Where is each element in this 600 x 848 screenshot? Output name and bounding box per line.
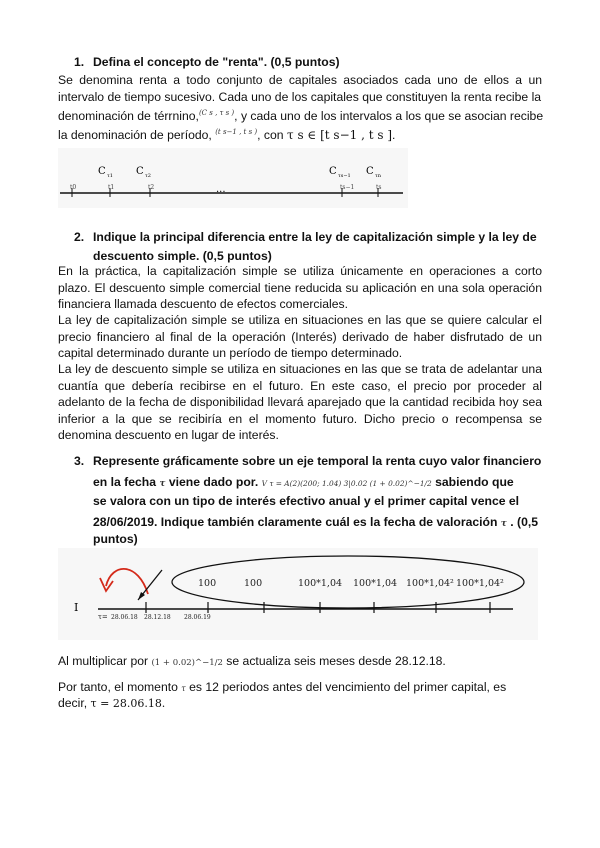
q1-line2-text: denominación de térrnino, <box>58 109 199 124</box>
q3-answer1-a: Al multiplicar por <box>58 654 149 668</box>
q1-tick-ts: ts <box>376 184 382 191</box>
q1-ellipsis: ... <box>216 184 226 195</box>
q3-answer-line1 <box>58 654 446 668</box>
q1-capital-s1: C <box>329 166 337 177</box>
q3-date-2: 28.12.18 <box>144 614 171 621</box>
q1-capital-s1-sub: τs−1 <box>338 173 351 179</box>
q1-tick-t1: t1 <box>108 184 115 191</box>
q1-number: 1. <box>74 55 85 69</box>
q3-title-line2-a: en la fecha <box>93 475 156 489</box>
q3-title-line2 <box>93 473 543 494</box>
q1-line2-text-b: , y cada uno de los intervalos a los que se asocian recibe <box>234 109 544 124</box>
q3-title-line1: Represente gráficamente sobre un eje temporal la renta cuyo valor financiero <box>93 454 542 468</box>
q2-title-line2: descuento simple. (0,5 puntos) <box>93 249 272 263</box>
q3-title-line5: puntos) <box>93 532 138 546</box>
q1-line3-text: la denominación de período, <box>58 128 212 143</box>
q3-amount-6: 100*1,04² <box>456 578 504 589</box>
q1-term-math: (C s , τ s ) <box>198 109 235 117</box>
q3-timeline-diagram <box>58 548 538 640</box>
q3-answer2-a: Por tanto, el momento <box>58 680 178 694</box>
q1-capital-1-sub: τ1 <box>107 173 113 179</box>
q3-title-line4-b: . (0,5 <box>510 515 539 529</box>
q3-tau-symbol: τ <box>159 479 166 489</box>
q1-tick-t0: t0 <box>70 184 77 191</box>
q3-amount-3: 100*1,04 <box>298 578 343 589</box>
q1-capital-2: C <box>136 166 144 177</box>
q3-answer3-math: τ = 28.06.18. <box>90 697 166 710</box>
q2-title-line1: Indique la principal diferencia entre la ley de capitalización simple y la ley de <box>93 230 537 244</box>
q3-heading <box>74 452 543 471</box>
q3-amount-4: 100*1,04 <box>353 578 398 589</box>
q1-tick-t2: t2 <box>148 184 155 191</box>
q1-line2 <box>58 109 543 123</box>
q3-number: 3. <box>74 454 85 468</box>
q2-paragraph-3: La ley de descuento simple se utiliza en situaciones en las que se trata de adelantar una cuantía que debería recibirse en el futuro. En este caso, el precio por proceder al adelanto de la fecha de disponibilidad llevará aparejado que la cantidad recibida hoy sea inferior a la que se recibiría en el momento futuro. Dicho precio o recompensa se denomina descuento en lugar de interés. <box>58 362 542 442</box>
q1-capital-n-sub: τn <box>375 173 381 179</box>
q2-paragraph-1: En la práctica, la capitalización simple se utiliza únicamente en operaciones a corto plazo. El descuento simple comercial tiene reducida su aplicación en una sola operación financiera llamada descuento de efectos comerciales. <box>58 264 542 311</box>
q3-answer-line3 <box>58 696 165 710</box>
q3-amount-2: 100 <box>244 578 263 589</box>
q3-title-line3: se valora con un tipo de interés efectivo anual y el primer capital vence el <box>93 494 520 508</box>
q3-title-line2-b: viene dado por. <box>168 475 259 489</box>
q3-formula: V τ = A(2)(200; 1.04) 3|0.02 (1 + 0.02)^−1/2 <box>261 479 432 488</box>
q3-answer1-b: se actualiza seis meses desde 28.12.18. <box>226 654 446 668</box>
q3-answer3-a: decir, <box>58 696 88 710</box>
q1-line3-con: , con <box>257 128 284 143</box>
q2-heading <box>74 228 537 266</box>
q1-title: Defina el concepto de "renta". (0,5 puntos) <box>93 55 340 69</box>
q3-answer-tau: τ <box>181 684 186 693</box>
q3-title-line4-a: 28/06/2019. Indique también claramente cuál es la fecha de valoración <box>93 515 498 529</box>
q1-capital-1: C <box>98 166 106 177</box>
q2-number: 2. <box>74 230 85 244</box>
q3-amount-5: 100*1,04² <box>406 578 454 589</box>
q3-left-mark: I <box>74 601 79 614</box>
q1-heading <box>74 53 340 72</box>
q1-capital-n: C <box>366 166 374 177</box>
q1-timeline-diagram <box>58 148 408 208</box>
q3-date-3: 28.06.19 <box>184 614 211 621</box>
q2-paragraph-2: La ley de capitalización simple se utiliza en situaciones en las que se quiere calcular el precio financiero al final de la operación (Interés) derivado de haber disfrutado de un capital determinado durante un período de tiempo determinado. <box>58 313 542 360</box>
q1-period-math: (t s−1 , t s ) <box>215 128 258 136</box>
q3-title-line4 <box>93 513 538 534</box>
q3-answer1-math: (1 + 0.02)^−1/2 <box>151 658 223 668</box>
q1-paragraph: Se denomina renta a todo conjunto de capitales asociados cada uno de ellos a un intervalo de tiempo sucesivo. Cada uno de los capitales que constituyen la renta recibe la <box>58 73 542 104</box>
q3-answer-paragraph <box>58 679 542 698</box>
q1-line3-end: . <box>392 128 396 143</box>
q3-tau-symbol-2: τ <box>500 519 507 529</box>
q3-date-1: 28.06.18 <box>111 614 138 621</box>
q1-tick-ts1: ts−1 <box>340 184 355 191</box>
q3-tau-label: τ= <box>98 613 108 621</box>
q1-capital-2-sub: τ2 <box>145 173 151 179</box>
q3-title-line2-c: sabiendo que <box>435 475 514 489</box>
q1-interval-math: τ s ∈ [t s−1 , t s ] <box>286 128 393 143</box>
q1-line3 <box>58 128 395 142</box>
q3-answer2-b: es 12 periodos antes del vencimiento del primer capital, es <box>189 680 507 694</box>
q3-amount-1: 100 <box>198 578 217 589</box>
